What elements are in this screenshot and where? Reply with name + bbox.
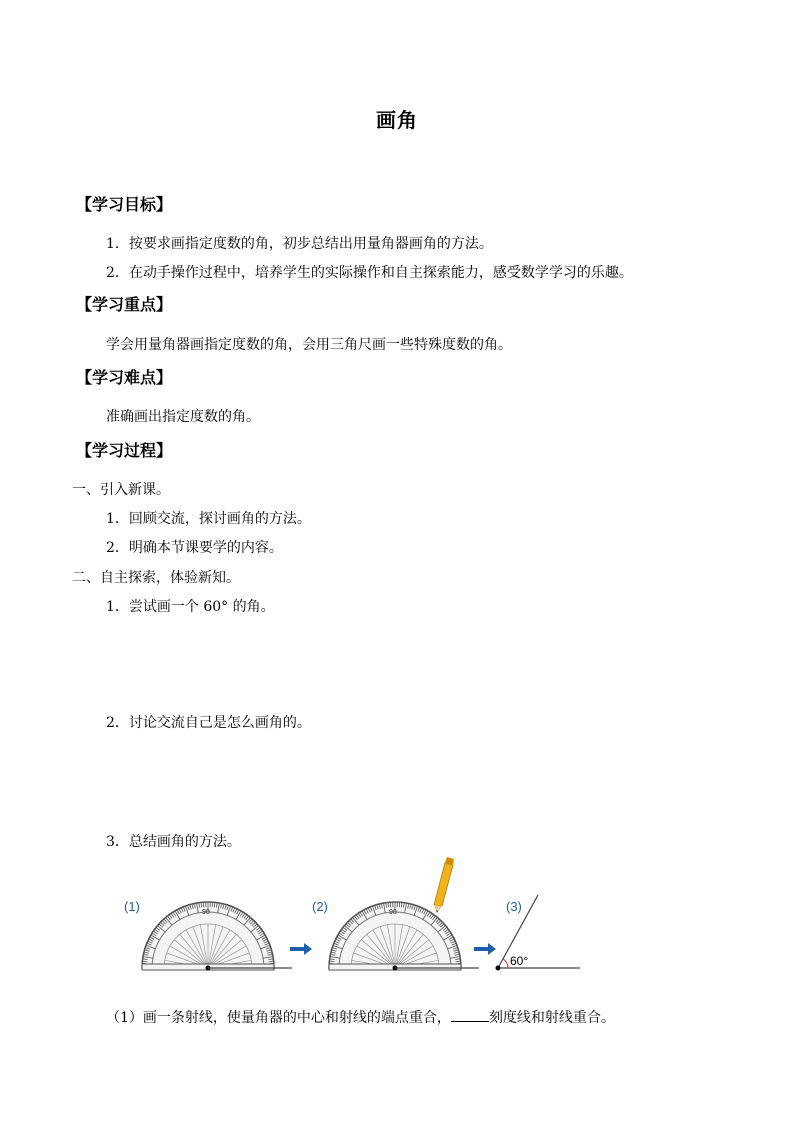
step1-instruction xyxy=(106,1007,615,1027)
arrow-icon-1 xyxy=(290,943,312,955)
step-label-1: (1) xyxy=(124,899,140,914)
difficulty-heading: 【学习难点】 xyxy=(76,368,173,387)
page-title: 画角 xyxy=(376,108,418,132)
protractor-2 xyxy=(329,902,479,971)
goal-item-1: 1．按要求画指定度数的角，初步总结出用量角器画角的方法。 xyxy=(106,236,493,252)
step-label-2: (2) xyxy=(312,899,328,914)
goal-item-2: 2．在动手操作过程中，培养学生的实际操作和自主探索能力，感受数学学习的乐趣。 xyxy=(106,265,633,281)
part1-item-1: 1．回顾交流，探讨画角的方法。 xyxy=(106,511,311,527)
angle-label: 60° xyxy=(510,954,529,968)
part2-item-2: 2．讨论交流自己是怎么画角的。 xyxy=(106,715,311,731)
key-heading: 【学习重点】 xyxy=(76,295,173,314)
part1-item-2: 2．明确本节课要学的内容。 xyxy=(106,540,283,556)
protractor-1-label: 90 xyxy=(202,909,210,916)
part1-title: 一、引入新课。 xyxy=(72,482,170,498)
part2-title: 二、自主探索，体验新知。 xyxy=(72,570,240,586)
step-label-3: (3) xyxy=(506,899,522,914)
protractor-steps-figure xyxy=(110,855,590,985)
process-heading: 【学习过程】 xyxy=(76,441,173,460)
key-text: 学会用量角器画指定度数的角，会用三角尺画一些特殊度数的角。 xyxy=(106,337,512,353)
step1-after-blank: 刻度线和射线重合。 xyxy=(488,1010,615,1026)
part2-item-1: 1．尝试画一个 60° 的角。 xyxy=(106,599,275,615)
arrow-icon-2 xyxy=(474,943,496,955)
step1-before-blank: （1）画一条射线，使量角器的中心和射线的端点重合， xyxy=(106,1010,451,1026)
protractor-2-label: 90 xyxy=(389,909,397,916)
difficulty-text: 准确画出指定度数的角。 xyxy=(106,409,260,425)
fill-in-blank[interactable] xyxy=(451,1007,489,1022)
pencil-icon xyxy=(434,857,454,913)
part2-item-3: 3．总结画角的方法。 xyxy=(106,834,241,850)
goals-heading: 【学习目标】 xyxy=(76,195,173,214)
protractor-1 xyxy=(142,902,292,971)
